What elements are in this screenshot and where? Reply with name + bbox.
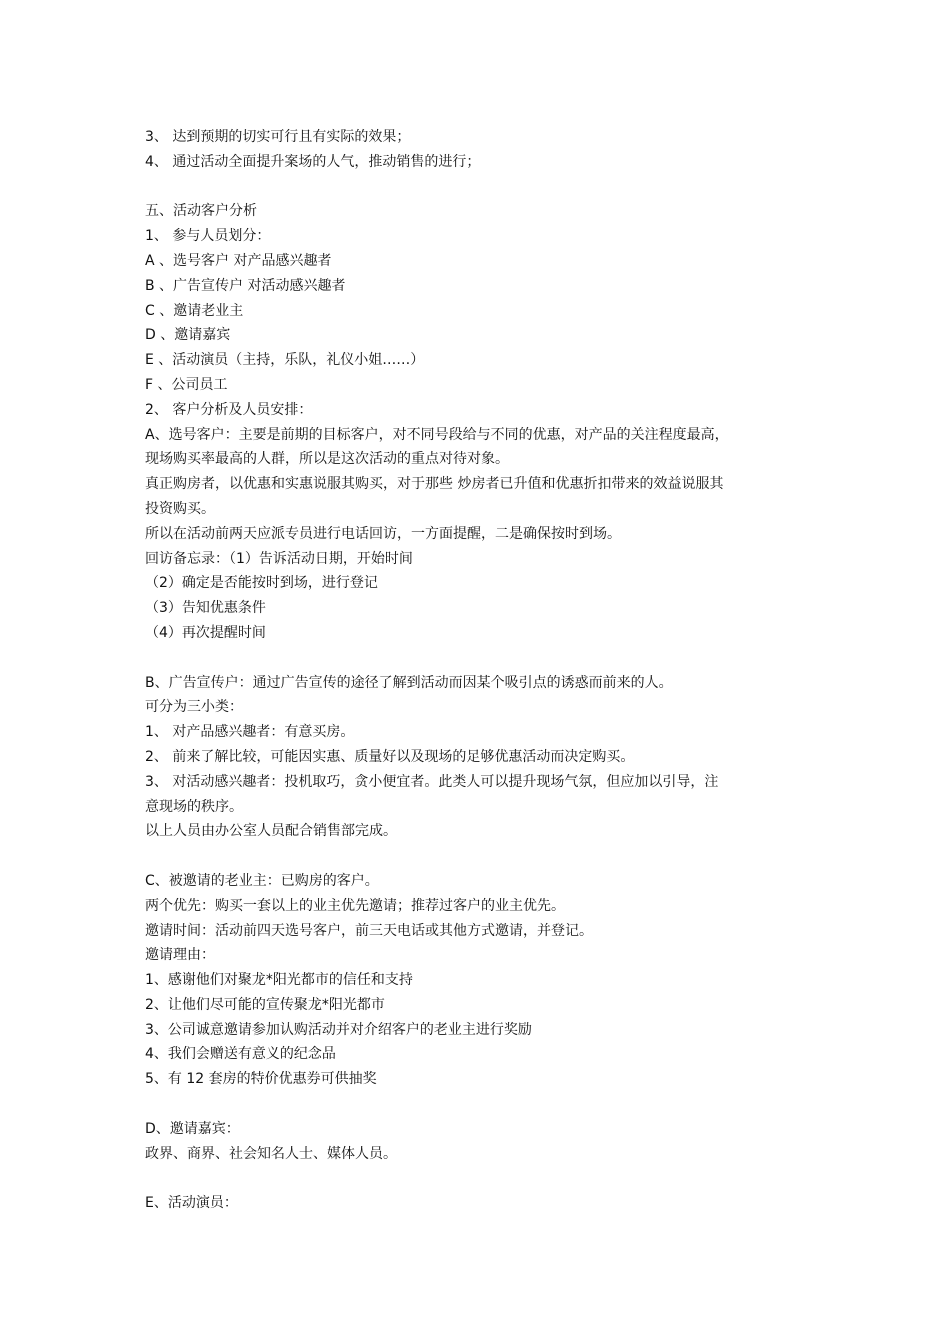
text-line: （2）确定是否能按时到场，进行登记 [145,575,378,592]
list-item: E 、活动演员（主持，乐队，礼仪小姐……） [145,352,425,369]
text-line: （3）告知优惠条件 [145,600,266,617]
text-line: A、选号客户：主要是前期的目标客户，对不同号段给与不同的优惠，对产品的关注程度最高， [145,426,729,443]
text-line: 投资购买。 [145,500,215,517]
list-item: 3、公司诚意邀请参加认购活动并对介绍客户的老业主进行奖励 [145,1021,532,1038]
list-item: 3、 对活动感兴趣者：投机取巧，贪小便宜者。此类人可以提升现场气氛，但应加以引导，注 [145,773,719,790]
list-item: C 、邀请老业主 [145,302,244,319]
text-line: 4、 通过活动全面提升案场的人气，推动销售的进行； [145,153,481,170]
text-line: C、被邀请的老业主：已购房的客户。 [145,872,379,889]
text-line: 3、 达到预期的切实可行且有实际的效果； [145,129,411,145]
text-line: 可分为三小类： [145,699,243,716]
blank-line [145,646,825,671]
text-line: 意现场的秩序。 [145,798,243,815]
blank-line [145,1092,825,1117]
text-line: （4）再次提醒时间 [145,624,266,641]
section-heading: 五、活动客户分析 [145,203,257,220]
text-line: 政界、商界、社会知名人士、媒体人员。 [145,1145,397,1162]
list-item: 1、 对产品感兴趣者：有意买房。 [145,724,355,741]
text-line: 以上人员由办公室人员配合销售部完成。 [145,823,397,840]
text-line: 两个优先：购买一套以上的业主优先邀请；推荐过客户的业主优先。 [145,897,565,914]
text-line: D、邀请嘉宾： [145,1120,240,1137]
list-item: 4、我们会赠送有意义的纪念品 [145,1046,336,1063]
list-item: B 、广告宣传户 对活动感兴趣者 [145,277,346,294]
text-line: 2、 客户分析及人员安排： [145,401,313,418]
text-line: 真正购房者，以优惠和实惠说服其购买，对于那些 炒房者已升值和优惠折扣带来的效益说服其 [145,476,724,493]
text-line: B、广告宣传户：通过广告宣传的途径了解到活动而因某个吸引点的诱惑而前来的人。 [145,674,673,691]
blank-line [145,1166,825,1191]
blank-line [145,175,825,200]
list-item: A 、选号客户 对产品感兴趣者 [145,252,332,269]
blank-line [145,844,825,869]
text-line: 所以在活动前两天应派专员进行电话回访，一方面提醒，二是确保按时到场。 [145,525,621,542]
text-line: 回访备忘录：（1）告诉活动日期，开始时间 [145,550,413,567]
list-item: 2、让他们尽可能的宣传聚龙*阳光都市 [145,996,385,1013]
list-item: D 、邀请嘉宾 [145,327,231,344]
list-item: 5、有 12 套房的特价优惠券可供抽奖 [145,1071,377,1088]
list-item: F 、公司员工 [145,376,228,393]
text-line: 邀请理由： [145,947,215,964]
text-line: 现场购买率最高的人群，所以是这次活动的重点对待对象。 [145,451,509,468]
text-line: 1、 参与人员划分： [145,228,271,245]
list-item: 1、感谢他们对聚龙*阳光都市的信任和支持 [145,972,413,989]
document-body [145,125,825,1216]
list-item: 2、 前来了解比较，可能因实惠、质量好以及现场的足够优惠活动而决定购买。 [145,748,635,765]
text-line: 邀请时间：活动前四天选号客户，前三天电话或其他方式邀请，并登记。 [145,922,593,939]
text-line: E、活动演员： [145,1195,238,1212]
